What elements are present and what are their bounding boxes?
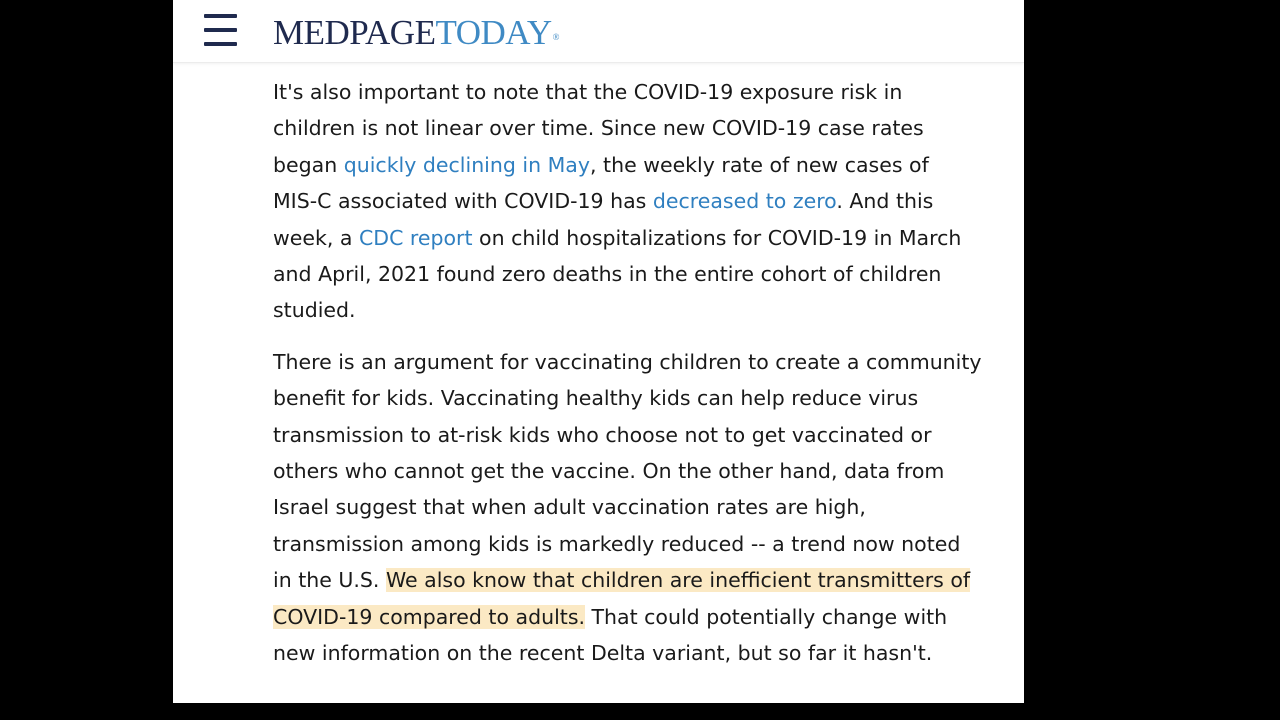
paragraph-exposure-risk xyxy=(273,74,1013,329)
text-line: That could potentially change with xyxy=(585,604,948,629)
hamburger-menu-icon[interactable] xyxy=(204,14,237,46)
text-line: It's also important to note that the COVID-19 exposure risk in xyxy=(273,80,903,104)
link-cdc-report[interactable]: CDC report xyxy=(358,225,473,250)
text-line: Israel suggest that when adult vaccination rates are high, xyxy=(273,495,866,520)
text-line: week, a xyxy=(273,225,359,250)
site-logo[interactable] xyxy=(273,11,559,55)
text-line: benefit for kids. Vaccinating healthy kids can help reduce virus xyxy=(273,386,919,411)
text-line: children is not linear over time. Since new COVID-19 case rates xyxy=(273,116,924,141)
link-decreased-to-zero[interactable]: decreased to zero xyxy=(652,189,837,214)
text-line: There is an argument for vaccinating children to create a community xyxy=(273,349,982,374)
highlighted-text: We also know that children are inefficient transmitters of xyxy=(385,568,971,593)
paragraph-vaccination-argument xyxy=(273,344,1013,672)
link-quickly-declining[interactable]: quickly declining in May xyxy=(343,152,590,177)
text-line: transmission to at-risk kids who choose not to get vaccinated or xyxy=(273,422,932,447)
text-line: . And this xyxy=(836,189,934,214)
logo-registered-mark: ® xyxy=(552,32,559,42)
text-line: , the weekly rate of new cases of xyxy=(590,152,929,177)
text-line: and April, 2021 found zero deaths in the entire cohort of children xyxy=(273,262,942,287)
text-line: studied. xyxy=(273,298,356,323)
text-line: on child hospitalizations for COVID-19 in March xyxy=(472,225,962,250)
highlighted-text: COVID-19 compared to adults. xyxy=(273,604,586,629)
text-line: new information on the recent Delta variant, but so far it hasn't. xyxy=(273,641,933,666)
site-header xyxy=(173,0,1024,63)
text-line: transmission among kids is markedly reduced -- a trend now noted xyxy=(273,531,961,556)
text-line: others who cannot get the vaccine. On the other hand, data from xyxy=(273,459,945,484)
article-body xyxy=(273,74,1013,687)
text-line: MIS-C associated with COVID-19 has xyxy=(273,189,653,214)
article-page xyxy=(173,0,1024,703)
text-line: in the U.S. xyxy=(273,568,386,593)
logo-today: TODAY xyxy=(435,13,552,52)
logo-medpage: MEDPAGE xyxy=(273,13,436,52)
text-line: began xyxy=(273,152,344,177)
